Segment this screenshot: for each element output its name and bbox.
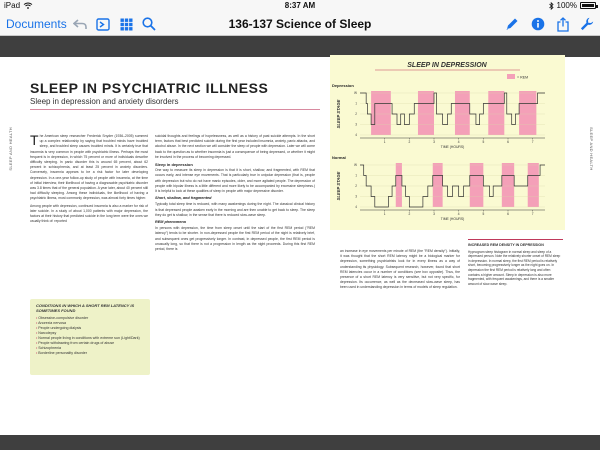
- battery-icon: [580, 2, 596, 9]
- search-icon[interactable]: [141, 16, 157, 32]
- stage-tick-0-0: W: [353, 91, 357, 96]
- x-tick-1-2: 3: [433, 212, 435, 216]
- callout-item: • People undergoing dialysis: [36, 326, 144, 331]
- clock: 8:37 AM: [284, 1, 316, 10]
- stage-tick-0-1: 1: [355, 101, 357, 106]
- rem-bar-0-0: [371, 91, 391, 135]
- col3-paragraph-1: an increase in eye movements per minute of REM (the "REM density"). Initially, it was thought that the short REM latency might be a biological marker for depression, something psychiatrists look for in every illness as a way of understanding its physiology. Subsequent research, however, found that short REM latencies occur in a number of conditions (see box opposite). Thus, the presence of a short REM latency is very sensitive, but not very specific, for depression. Its occurrence, as well as the decreased slow-wave sleep, has been used in understanding depression in terms of models of sleep regulation.: [340, 249, 460, 290]
- note-rule: [468, 239, 563, 240]
- sidebar-note-text: Hypnogram sleep histogram in normal sleep and sleep of a depressed person. Note the relatively shorter onset of REM sleep in depression. In normal sleep, the first REM period is relatively short, becoming progressively longer as the night goes on. In depression the first REM period is relatively long and often contains a higher amount. Sleep in depression is also more fragmented, with frequent awakenings, and there is a smaller amount of slow-wave sleep.: [468, 249, 561, 286]
- x-tick-1-6: 7: [531, 212, 534, 216]
- rem-bar-0-2: [455, 91, 470, 135]
- toolbar: [0, 12, 600, 36]
- bluetooth-icon: [549, 2, 554, 10]
- rem-bar-1-1: [433, 163, 443, 207]
- x-tick-1-4: 5: [482, 212, 485, 216]
- col1-p1-text: he American sleep researcher Frederick Snyder (1936–2005) summed up a complex relationship by saying that troubled minds have troubled sleep, and troubled sleep causes troubled minds. It is certainly true that insomnia is very common in people with psychiatric illness. Perhaps the most frequent is in depression, in which 75 percent or more of individuals describe difficulty sleeping. In panic disorder this is around 65 percent, about 62 percent in schizophrenia, and at least 25 percent in anxiety disorders. Conversely, insomnia appears to be a risk factor for later developing depression. In a one-year follow-up study of people with insomnia, at the time of initial interview, their likelihood of having a diagnosable psychiatric disorder was 3.8 times that of the general population. A year later, about 40 percent still had difficulty sleeping. Among these individuals, the likelihood of having a psychiatric illness, most commonly depression, was almost forty times higher.: [30, 134, 148, 201]
- stage-tick-0-3: 3: [355, 122, 357, 127]
- text-column-3: [340, 249, 460, 293]
- x-tick-0-6: 7: [531, 140, 534, 144]
- col2-heading-3: REM phenomena: [155, 220, 186, 225]
- rem-bar-1-4: [528, 163, 539, 207]
- article-subtitle: Sleep in depression and anxiety disorders: [30, 97, 179, 106]
- x-tick-0-2: 3: [433, 140, 435, 144]
- rem-bar-0-3: [488, 91, 504, 135]
- title-rule: [30, 109, 320, 110]
- panel-ylabel-1: SLEEP STAGE: [336, 171, 341, 201]
- undo-icon[interactable]: [72, 16, 88, 32]
- rem-bar-1-0: [396, 163, 402, 207]
- stage-tick-1-2: 2: [355, 184, 357, 189]
- battery-fill: [582, 4, 594, 7]
- x-tick-0-5: 6: [507, 140, 509, 144]
- x-tick-0-3: 4: [457, 140, 460, 144]
- rem-bar-1-2: [470, 163, 484, 207]
- sidebar-icon[interactable]: [95, 16, 111, 32]
- rem-bar-0-4: [519, 91, 536, 135]
- side-tab-right: SLEEP AND HEALTH: [589, 127, 594, 171]
- panel-name-1: Normal: [332, 155, 346, 160]
- col2-paragraph-4: In persons with depression, the time from sleep onset until the start of the first REM period ("REM latency") tends to be shorter. In non-depressed people the first REM period of the night is relatively brief, and subsequent ones get progressively longer. In contrast, in depressed people, the first REM period is unusually long, so that there is not a progression in length as the night proceeds. During this first REM period, there is: [155, 226, 315, 252]
- stage-tick-1-1: 1: [355, 173, 357, 178]
- x-label-1: TIME (HOURS): [440, 217, 465, 221]
- sidebar-note: [468, 243, 563, 286]
- wrench-icon[interactable]: [579, 16, 595, 32]
- sidebar-note-title: INCREASED REM DENSITY IN DEPRESSION: [468, 243, 544, 247]
- stage-tick-1-4: 4: [355, 205, 357, 210]
- col2-heading-1: Sleep in depression: [155, 162, 193, 168]
- callout-box: [30, 299, 150, 375]
- col2-paragraph-1: suicidal thoughts and feelings of hopelessness, as well as a history of past suicide attempts. In the short term, factors that best predicted suicide during the first year included insomnia, anxiety, panic attacks, and alcohol abuse. In the next section we will consider the sleep of people with depression. Later we will come back to the question as to whether insomnia is just a consequence of being depressed, or whether it might be involved in the process of becoming depressed.: [155, 134, 315, 159]
- chart-title: SLEEP IN DEPRESSION: [407, 62, 487, 69]
- document-title: 136-137 Science of Sleep: [228, 17, 372, 31]
- documents-button[interactable]: Documents: [6, 17, 67, 31]
- stage-tick-0-4: 4: [355, 133, 357, 138]
- callout-item: • Normal people living in conditions with extreme sun (Light/Dark): [36, 336, 144, 341]
- x-tick-0-1: 2: [408, 140, 411, 144]
- x-tick-1-5: 6: [507, 212, 509, 216]
- col1-paragraph-1: [30, 134, 148, 202]
- callout-list: [36, 316, 144, 356]
- callout-item: • Anorexia nervosa: [36, 321, 144, 326]
- status-bar: [0, 0, 600, 12]
- side-tab-left: SLEEP AND HEALTH: [8, 127, 13, 171]
- status-right: [549, 1, 596, 10]
- text-column-1: [30, 134, 148, 226]
- callout-title: CONDITIONS IN WHICH A SHORT REM LATENCY IS SOMETIMES FOUND: [36, 303, 135, 313]
- article-title: SLEEP IN PSYCHIATRIC ILLNESS: [30, 80, 269, 96]
- col2-paragraph-3: Typically total sleep time is reduced, with many awakenings during the night. The classical clinical history is that depressed people awaken early in the morning and are then unable to get back to sleep. The sleep they do get is shallow, in the sense that there is reduced slow-wave sleep.: [155, 202, 315, 217]
- chart-panel: [330, 55, 565, 230]
- legend-rem-swatch: [507, 74, 515, 79]
- x-tick-1-3: 4: [457, 212, 460, 216]
- legend-rem-label: = REM: [517, 75, 529, 80]
- callout-item: • People withdrawing from certain drugs of abuse: [36, 341, 144, 346]
- x-tick-0-4: 5: [482, 140, 485, 144]
- col2-heading-2: Short, shallow, and fragmented: [155, 196, 212, 201]
- rem-bar-0-1: [418, 91, 434, 135]
- callout-item: • Obsessive-compulsive disorder: [36, 316, 144, 321]
- dropcap: T: [30, 132, 39, 148]
- col2-paragraph-2: One way to measure its sleep in depression is that it is short, shallow, and fragmented, with REM that occurs early, and intense eye movements. That is particularly true in unipolar depression (that is, people with depression but who do not have manic episodes, older, and more agitated people. The depression of people with bipolar illness is a little different and more likely to be accompanied by excessive sleepiness.) It is helpful to look at these qualities of sleep in people with major depressive disorder.: [155, 168, 315, 194]
- text-column-2: [155, 134, 315, 254]
- document-area[interactable]: [0, 37, 600, 450]
- info-icon[interactable]: [530, 16, 546, 32]
- battery-percent: 100%: [556, 1, 577, 10]
- col1-paragraph-2: Among people with depression, continued insomnia is also a marker for risk of later suicide. In a study of about 1,000 patients with major depression, the factors at their history that predicted suicide in the long term were the ones we usually think of: reported: [30, 203, 148, 224]
- pen-icon[interactable]: [504, 16, 520, 32]
- device-label: iPad: [4, 1, 21, 10]
- stage-tick-1-3: 3: [355, 194, 357, 199]
- x-label-0: TIME (HOURS): [440, 145, 465, 149]
- panel-name-0: Depression: [332, 83, 354, 88]
- sleep-chart: [330, 55, 565, 230]
- x-tick-0-0: 1: [383, 140, 386, 144]
- callout-item: • Borderline personality disorder: [36, 351, 144, 356]
- callout-item: • Narcolepsy: [36, 331, 144, 336]
- stage-tick-0-2: 2: [355, 112, 357, 117]
- panel-ylabel-0: SLEEP STAGE: [336, 99, 341, 129]
- stage-tick-1-0: W: [353, 163, 357, 168]
- grid-icon[interactable]: [118, 16, 134, 32]
- callout-item: • Schizophrenia: [36, 346, 144, 351]
- x-tick-1-0: 1: [383, 212, 386, 216]
- x-tick-1-1: 2: [408, 212, 411, 216]
- share-icon[interactable]: [555, 16, 571, 32]
- rem-bar-1-3: [502, 163, 514, 207]
